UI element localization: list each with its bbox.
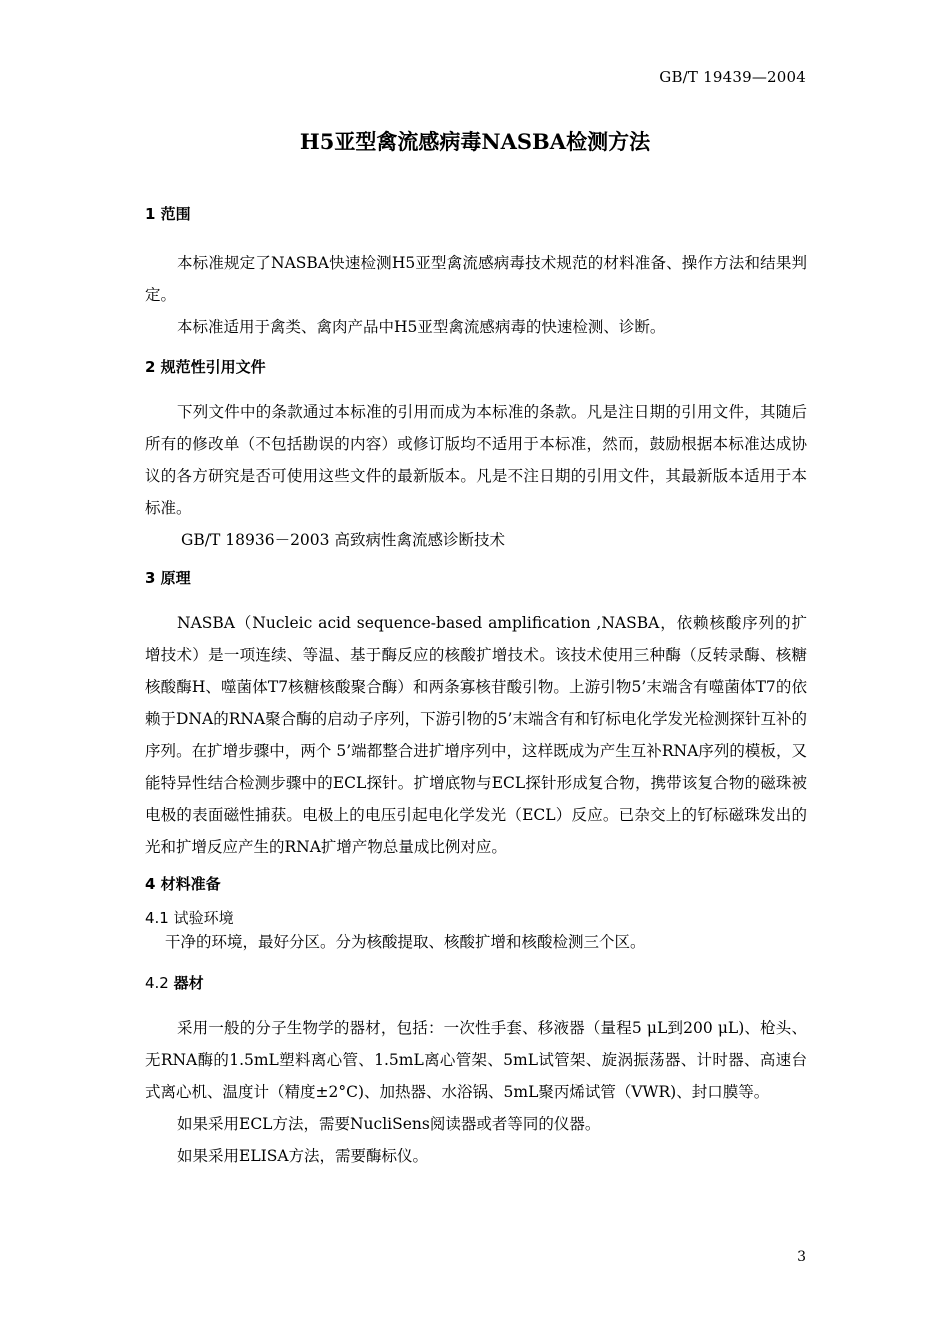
section-4-2-number: 4.2 (145, 974, 169, 992)
section-2-paragraph-1: 下列文件中的条款通过本标准的引用而成为本标准的条款。凡是注日期的引用文件，其随后所有的修改单（不包括勘误的内容）或修订版均不适用于本标准，然而，鼓励根据本标准达成协议的各方研究是否可使用这些文件的最新版本。凡是不注日期的引用文件，其最新版本适用于本标准。 (145, 403, 807, 517)
section-4-1-paragraph-1: 干净的环境，最好分区。分为核酸提取、核酸扩增和核酸检测三个区。 (165, 933, 646, 951)
section-4-2-paragraph-3: 如果采用ELISA方法，需要酶标仪。 (177, 1147, 429, 1165)
standard-code: GB/T 19439—2004 (659, 68, 806, 86)
section-4-2-title: 器材 (173, 974, 204, 992)
section-4-heading: 4 材料准备 (145, 875, 221, 893)
section-4-1-title: 试验环境 (173, 909, 234, 927)
section-2-heading: 2 规范性引用文件 (145, 358, 266, 376)
section-1-paragraph-2: 本标准适用于禽类、禽肉产品中H5亚型禽流感病毒的快速检测、诊断。 (177, 318, 666, 336)
section-3-heading: 3 原理 (145, 569, 191, 587)
document-body (145, 203, 807, 1172)
section-1-heading: 1 范围 (145, 205, 191, 223)
section-4-1-number: 4.1 (145, 909, 169, 927)
section-4-2-heading (145, 972, 807, 993)
section-4-2-paragraph-2: 如果采用ECL方法，需要NucliSens阅读器或者等同的仪器。 (177, 1115, 601, 1133)
section-4-2-paragraph-1: 采用一般的分子生物学的器材，包括：一次性手套、移液器（量程5 μL到200 μL)、枪头、无RNA酶的1.5mL塑料离心管、1.5mL离心管架、5mL试管架、旋涡振荡器、计时器、高速台式离心机、温度计（精度±2°C)、加热器、水浴锅、5mL聚丙烯试管（VWR)、封口膜等。 (145, 1019, 807, 1101)
page-number: 3 (797, 1249, 806, 1265)
section-1-paragraph-1: 本标准规定了NASBA快速检测H5亚型禽流感病毒技术规范的材料准备、操作方法和结果判定。 (145, 254, 807, 304)
section-4-1-heading (145, 907, 807, 928)
section-3-paragraph-1: NASBA（Nucleic acid sequence-based amplification ,NASBA，依赖核酸序列的扩增技术）是一项连续、等温、基于酶反应的核酸扩增技术。该技术使用三种酶（反转录酶、核糖核酸酶H、噬菌体T7核糖核酸聚合酶）和两条寡核苷酸引物。上游引物5’末端含有噬菌体T7的依赖于DNA的RNA聚合酶的启动子序列，下游引物的5’末端含有和钌标电化学发光检测探针互补的序列。在扩增步骤中，两个 5’端都整合进扩增序列中，这样既成为产生互补RNA序列的模板，又能特异性结合检测步骤中的ECL探针。扩增底物与ECL探针形成复合物，携带该复合物的磁珠被电极的表面磁性捕获。电极上的电压引起电化学发光（ECL）反应。已杂交上的钌标磁珠发出的光和扩增反应产生的RNA扩增产物总量成比例对应。 (145, 614, 807, 856)
normative-reference: GB/T 18936－2003 高致病性禽流感诊断技术 (181, 531, 505, 549)
document-title: H5亚型禽流感病毒NASBA检测方法 (299, 129, 651, 154)
